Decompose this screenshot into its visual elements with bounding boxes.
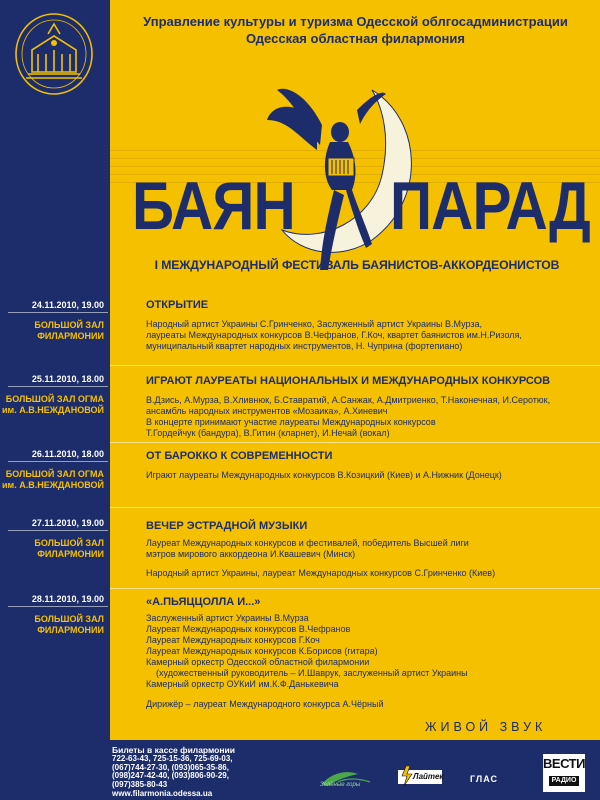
divider	[110, 588, 600, 589]
footer	[0, 740, 600, 800]
event-title: ВЕЧЕР ЭСТРАДНОЙ МУЗЫКИ	[146, 520, 308, 532]
event-title: ОТ БАРОККО К СОВРЕМЕННОСТИ	[146, 450, 333, 462]
event-performers: Лауреат Международных конкурсов и фестивалей, победитель Высшей лиги мэтров мирового аккордеона И.Квашевич (Минск) Народный артист Украины, лауреат Международных конкурсов С.Гринченко (Киев)	[146, 538, 496, 578]
event-date: 28.11.2010, 19.00	[31, 594, 104, 604]
divider	[8, 312, 108, 313]
divider	[110, 507, 600, 508]
event-venue: БОЛЬШОЙ ЗАЛ ФИЛАРМОНИИ	[34, 614, 104, 635]
event-performers: Играют лауреаты Международных конкурсов В.Козицкий (Киев) и А.Нижник (Донецк)	[146, 470, 502, 480]
tickets-info: Билеты в кассе филармонии	[112, 745, 235, 755]
event-performers: Заслуженный артист Украины В.Мурза Лауреат Международных конкурсов В.Чефранов Лауреат Международных конкурсов Г.Коч Лауреат Международных конкурсов К.Борисов (гитара) Камерный оркестр Одесской областной филармонии (художественный руководитель – И.Шаврук, заслуженный артист Украины Камерный оркестр ОУКиИ им.К.Ф.Данькевича Дирижёр – лауреат Международного конкурса А.Чёрный	[146, 613, 468, 709]
event-date: 24.11.2010, 19.00	[31, 300, 104, 310]
event-venue: БОЛЬШОЙ ЗАЛ ФИЛАРМОНИИ	[34, 320, 104, 341]
event-title: «А.ПЬЯЦЦОЛЛА И...»	[146, 596, 261, 608]
event-performers: Народный артист Украины С.Гринченко, Заслуженный артист Украины В.Мурза, лауреаты Международных конкурсов В.Чефранов, Г.Коч, квартет баянистов им.Н.Ризоля, муниципальный квартет народных инструментов, Н. Чуприна (фортепиано)	[146, 319, 522, 351]
event-venue: БОЛЬШОЙ ЗАЛ ОГМА им. А.В.НЕЖДАНОВОЙ	[2, 394, 104, 415]
event-performers: В.Дзись, А.Мурза, В.Хливнюк, Б.Ставратий, А.Санжак, А.Дмитриенко, Т.Наконечная, И.Серотюк, ансамбль народных инструментов «Мозаика», А.Хиневич В концерте принимают участие лауреаты Международных конкурсов Т.Гордейчук (бандура), В.Гитин (кларнет), И.Нечай (вокал)	[146, 395, 551, 438]
website-link[interactable]: www.filarmonia.odessa.ua	[112, 789, 213, 798]
green-sponsor-logo: Зелёные горы	[318, 768, 376, 790]
event-title: ОТКРЫТИЕ	[146, 299, 209, 311]
header-philharmonic: Одесская областная филармония	[246, 31, 465, 46]
divider	[8, 530, 108, 531]
divider	[8, 386, 108, 387]
divider	[110, 365, 600, 366]
event-date: 25.11.2010, 18.00	[31, 374, 104, 384]
event-venue: БОЛЬШОЙ ЗАЛ ОГМА им. А.В.НЕЖДАНОВОЙ	[2, 469, 104, 490]
philharmonic-crest-icon	[12, 10, 96, 98]
divider	[8, 606, 108, 607]
event-title: ИГРАЮТ ЛАУРЕАТЫ НАЦИОНАЛЬНЫХ И МЕЖДУНАРОДНЫХ КОНКУРСОВ	[146, 375, 551, 387]
header-organizer: Управление культуры и туризма Одесской облгосадминистрации	[143, 14, 568, 29]
phone-numbers: 722-63-43, 725-15-36, 725-69-03, (067)744-27-30, (093)065-35-86, (098)247-42-40, (093)806-90-29, (097)385-80-43	[112, 754, 233, 790]
title-parad: ПАРАД	[390, 168, 590, 244]
live-sound-label: ЖИВОЙ ЗВУК	[425, 720, 547, 734]
divider	[110, 442, 600, 443]
event-date: 27.11.2010, 19.00	[31, 518, 104, 528]
divider	[8, 461, 108, 462]
layitek-sponsor-logo: Лайтек	[398, 766, 442, 786]
title-bayan: БАЯН	[132, 168, 295, 244]
glas-sponsor-logo: ГЛАС	[470, 774, 498, 784]
event-date: 26.11.2010, 18.00	[31, 449, 104, 459]
event-venue: БОЛЬШОЙ ЗАЛ ФИЛАРМОНИИ	[34, 538, 104, 559]
vesti-radio-logo: ВЕСТИ РАДИО	[543, 754, 585, 792]
festival-subtitle: I МЕЖДУНАРОДНЫЙ ФЕСТИВАЛЬ БАЯНИСТОВ-АККОРДЕОНИСТОВ	[154, 258, 560, 272]
